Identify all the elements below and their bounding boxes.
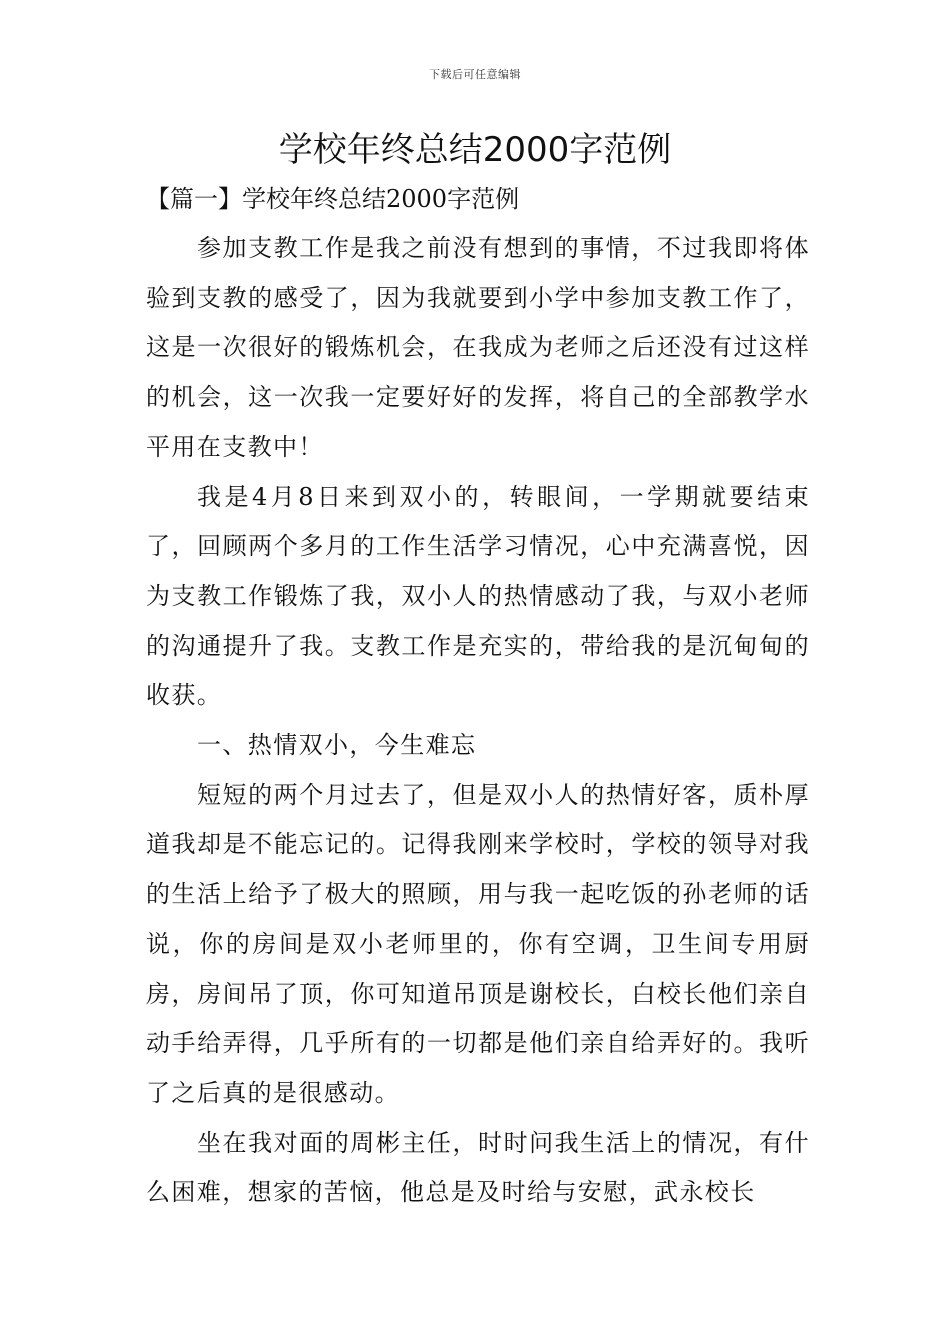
document-body: [146, 224, 810, 1218]
document-title: 学校年终总结2000字范例: [278, 130, 672, 170]
paragraph: 参加支教工作是我之前没有想到的事情，不过我即将体验到支教的感受了，因为我就要到小学中参加支教工作了，这是一次很好的锻炼机会，在我成为老师之后还没有过这样的机会，这一次我一定要好好的发挥，将自己的全部教学水平用在支教中！: [146, 234, 810, 461]
paragraph: 我是4月8日来到双小的，转眼间，一学期就要结束了，回顾两个多月的工作生活学习情况，心中充满喜悦，因为支教工作锻炼了我，双小人的热情感动了我，与双小老师的沟通提升了我。支教工作是充实的，带给我的是沉甸甸的收获。: [146, 482, 810, 710]
paragraph: 坐在我对面的周彬主任，时时问我生活上的情况，有什么困难，想家的苦恼，他总是及时给与安慰，武永校长: [146, 1128, 810, 1207]
subheading-paragraph: 一、热情双小，今生难忘: [197, 731, 477, 760]
section-heading: 【篇一】学校年终总结2000字范例: [146, 185, 520, 213]
header-note: 下载后可任意编辑: [429, 68, 521, 81]
paragraph: 短短的两个月过去了，但是双小人的热情好客，质朴厚道我却是不能忘记的。记得我刚来学校时，学校的领导对我的生活上给予了极大的照顾，用与我一起吃饭的孙老师的话说，你的房间是双小老师里的，你有空调，卫生间专用厨房，房间吊了顶，你可知道吊顶是谢校长，白校长他们亲自动手给弄得，几乎所有的一切都是他们亲自给弄好的。我听了之后真的是很感动。: [146, 780, 810, 1107]
